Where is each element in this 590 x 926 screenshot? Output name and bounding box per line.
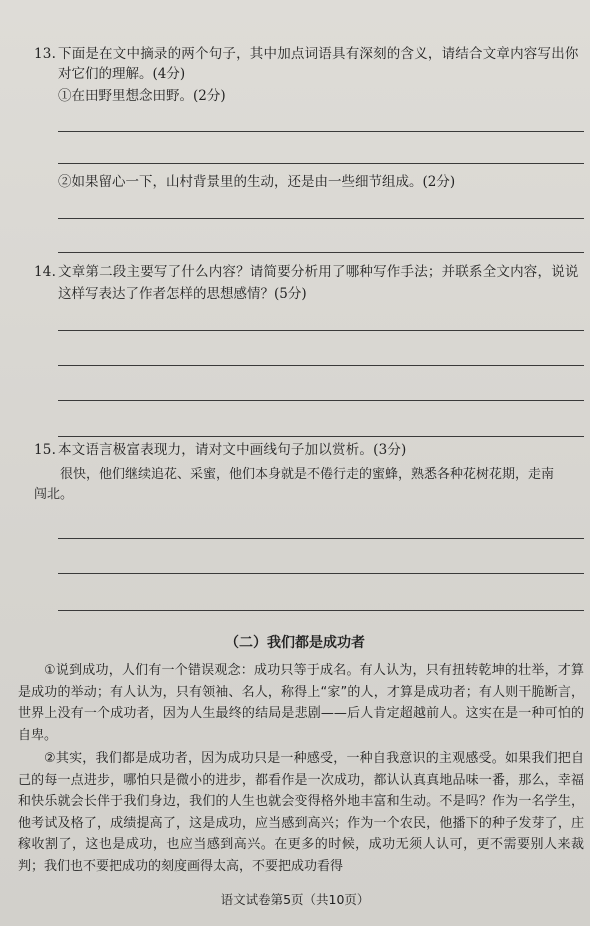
answer-line[interactable]: [58, 330, 584, 331]
question-prompt-cont: 对它们的理解。(4分): [58, 66, 186, 82]
question-14: [34, 262, 586, 282]
answer-line[interactable]: [58, 163, 584, 164]
quoted-sentence: [34, 465, 579, 505]
paragraph-2: ②其实，我们都是成功者，因为成功只是一种感受，一种自我意识的主观感受。如果我们把自己的每一点进步，哪怕只是微小的进步，都看作是一次成功，都认认真真地品味一番，那么，幸福和快乐就会长伴于我们身边，我们的人生也就会变得格外地丰富和生动。不是吗？作为一名学生，他考试及格了，成绩提高了，这是成功，应当感到高兴；作为一个农民，他播下的种子发芽了，庄稼收割了，这也是成功，也应当感到高兴。在更多的时候，成功无须人认可，更不需要别人来裁判；我们也不要把成功的刻度画得太高，不要把成功看得: [18, 751, 584, 874]
sub-question-1: ①在田野里想念田野。(2分): [58, 88, 226, 104]
question-prompt: 本文语言极富表现力，请对文中画线句子加以赏析。(3分): [58, 442, 407, 458]
quote-line: 闯北。: [34, 487, 74, 502]
section-title: （二）我们都是成功者: [225, 635, 365, 651]
answer-line[interactable]: [58, 131, 584, 132]
question-13: [34, 44, 586, 64]
answer-line[interactable]: [58, 538, 584, 539]
answer-line[interactable]: [58, 365, 584, 366]
question-number: 15.: [34, 442, 57, 458]
quote-line: 很快，他们继续追花、采蜜，他们本身就是不倦行走的蜜蜂，熟悉各种花树花期，走南: [60, 467, 555, 482]
question-number: 14.: [34, 264, 57, 280]
answer-line[interactable]: [58, 218, 584, 219]
question-prompt: 文章第二段主要写了什么内容？请简要分析用了哪种写作手法；并联系全文内容，说说: [58, 264, 579, 280]
answer-line[interactable]: [58, 400, 584, 401]
question-15: [34, 440, 586, 460]
paragraph-1: ①说到成功，人们有一个错误观念：成功只等于成名。有人认为，只有扭转乾坤的壮举，才算是成功的举动；有人认为，只有领袖、名人，称得上“家”的人，才算是成功者；有人则干脆断言，世界上没有一个成功者，因为人生最终的结局是悲剧——后人肯定超越前人。这实在是一种可怕的自卑。: [18, 663, 584, 743]
question-prompt: 下面是在文中摘录的两个句子，其中加点词语具有深刻的含义，请结合文章内容写出你: [58, 46, 579, 62]
answer-line[interactable]: [58, 252, 584, 253]
answer-line[interactable]: [58, 610, 584, 611]
answer-line[interactable]: [58, 573, 584, 574]
question-number: 13.: [34, 46, 57, 62]
sub-question-2: ②如果留心一下，山村背景里的生动，还是由一些细节组成。(2分): [58, 174, 456, 190]
answer-line[interactable]: [58, 436, 584, 437]
page-footer: 语文试卷第5页（共10页）: [220, 892, 370, 907]
question-prompt-cont: 这样写表达了作者怎样的思想感情？(5分): [58, 286, 307, 302]
